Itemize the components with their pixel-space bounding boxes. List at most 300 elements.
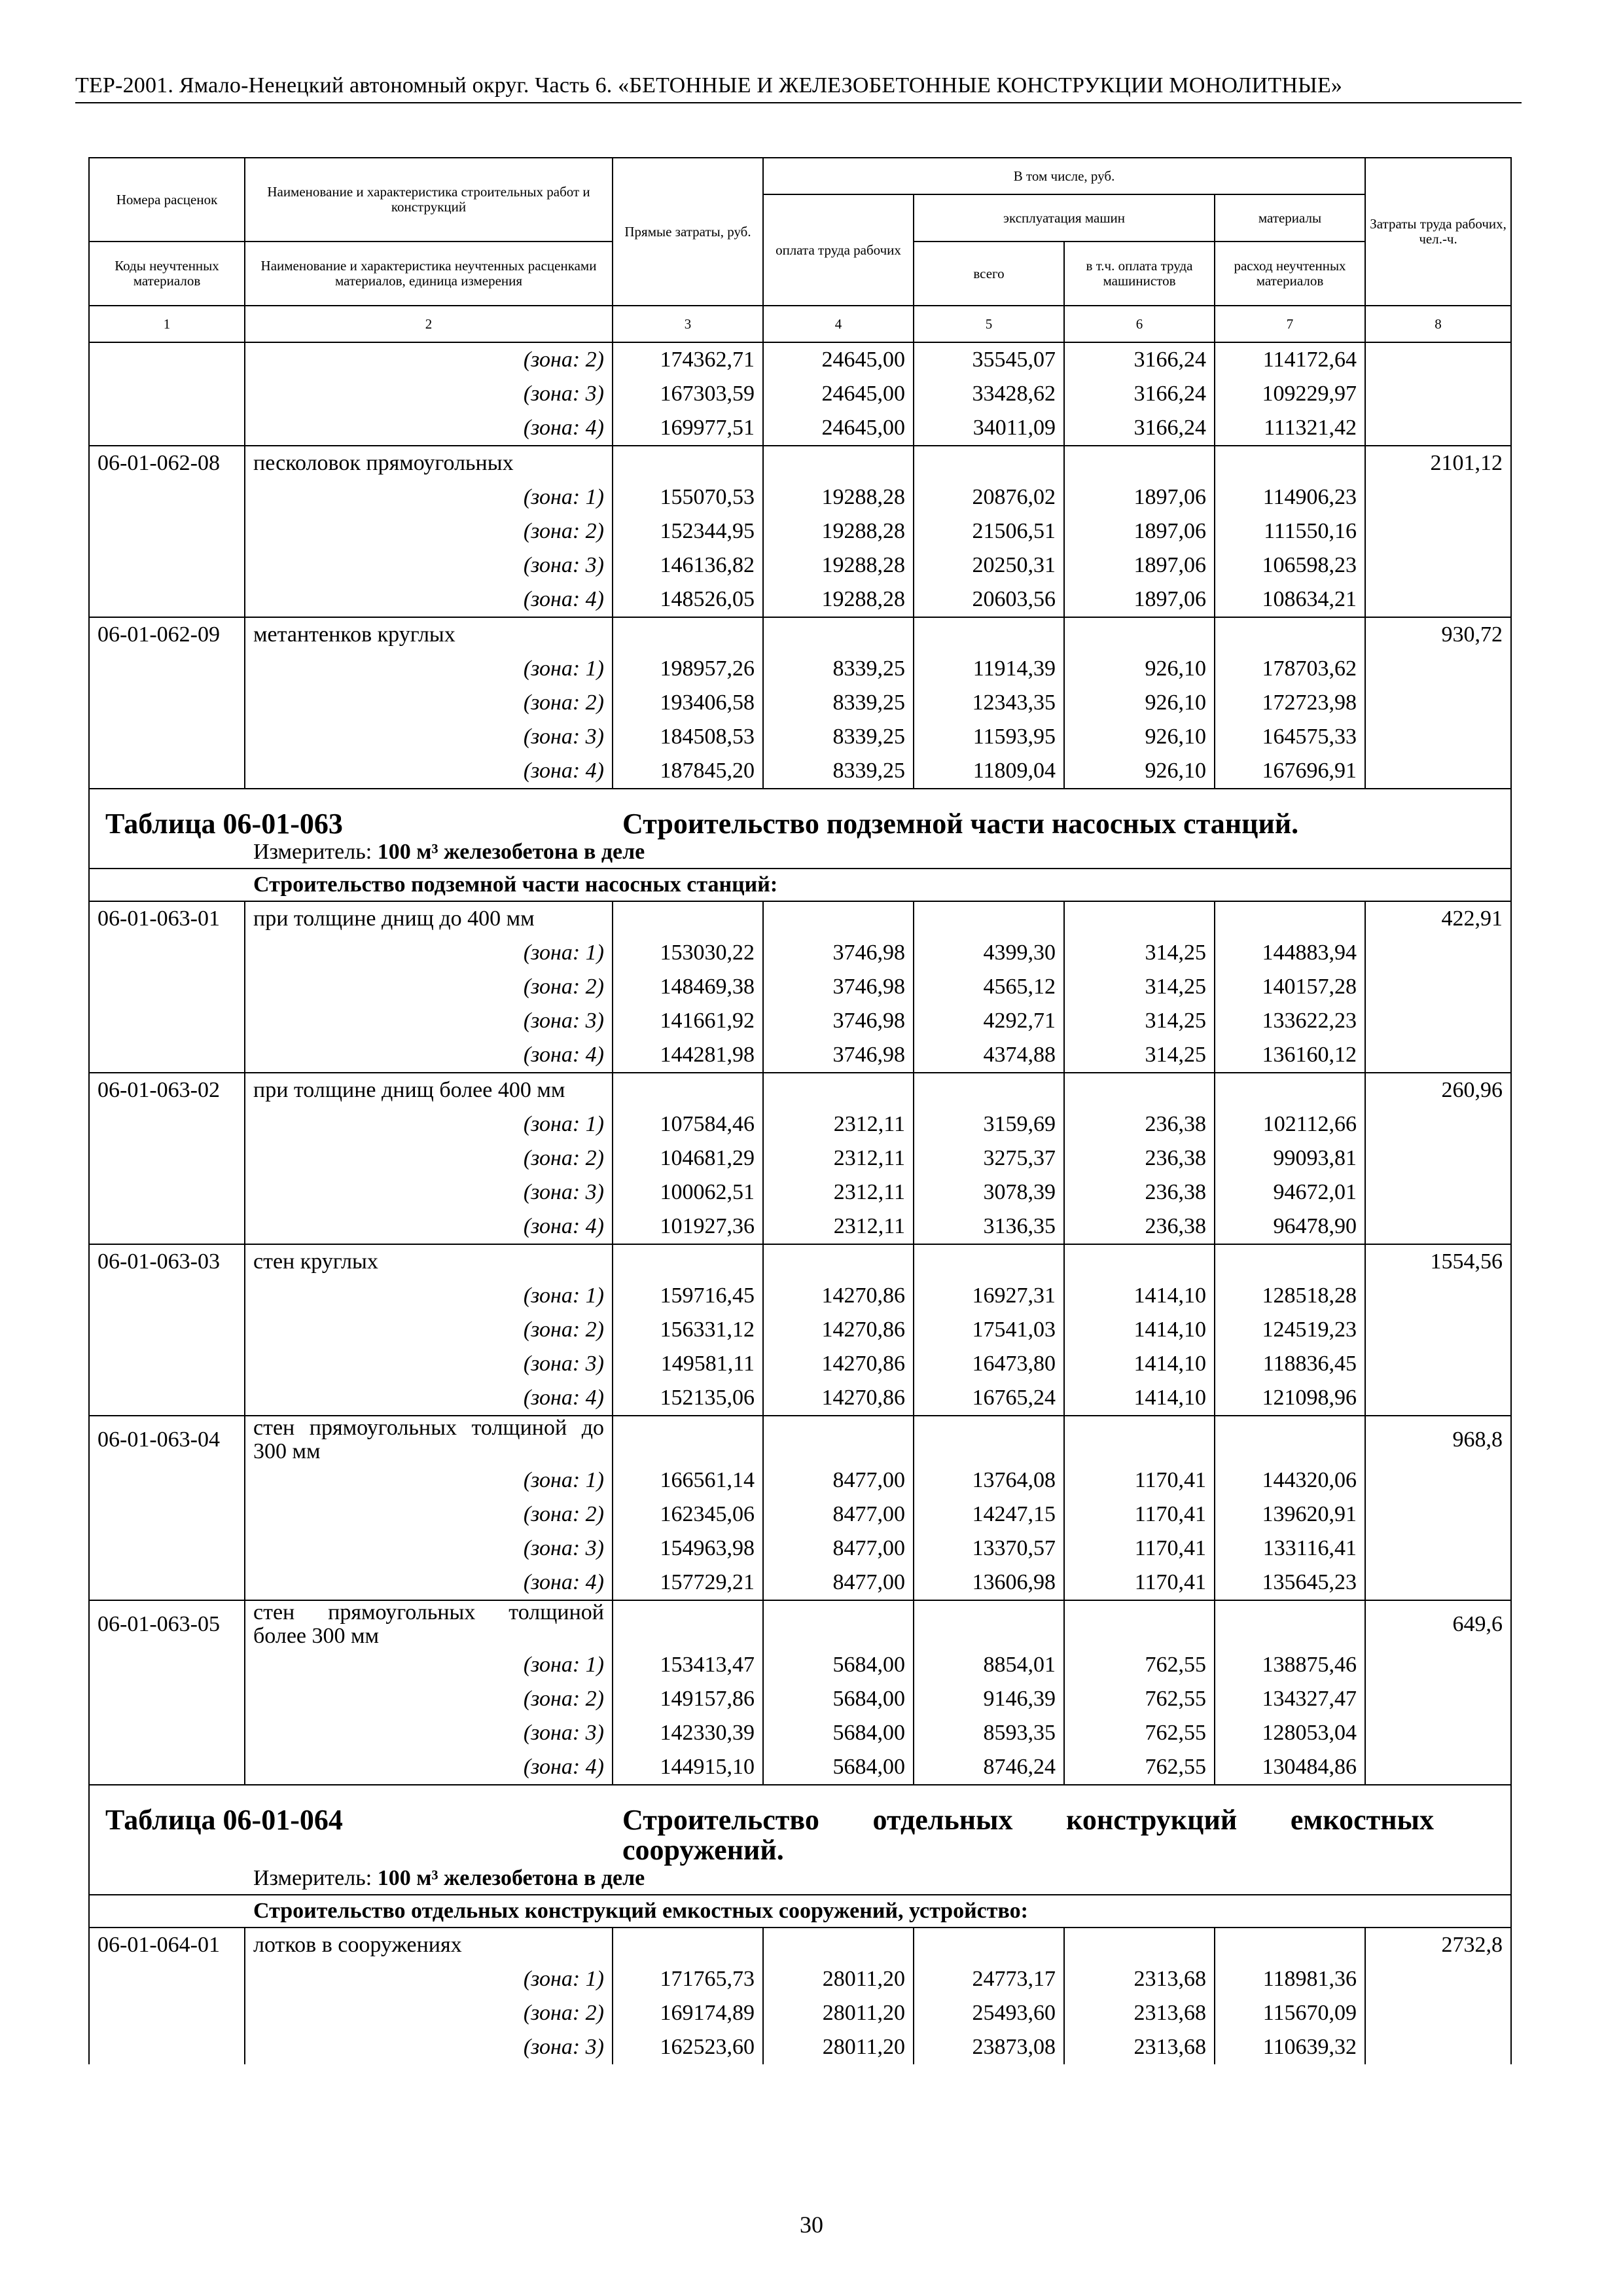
rate-item-row: [89, 1244, 1511, 1279]
direct-costs-value: 148469,38: [613, 970, 763, 1004]
machine-ops-value: 17541,03: [914, 1313, 1064, 1347]
machinists-pay-value: 762,55: [1064, 1716, 1215, 1750]
col-labor-pay: оплата труда рабочих: [763, 194, 914, 306]
zone-label: (зона: 2): [245, 970, 613, 1004]
direct-costs-value: 162345,06: [613, 1498, 763, 1532]
materials-value: 118836,45: [1215, 1347, 1365, 1381]
machinists-pay-value: 762,55: [1064, 1648, 1215, 1682]
zone-row: [89, 1381, 1511, 1416]
materials-value: 94672,01: [1215, 1175, 1365, 1210]
section-heading: Строительство отдельных конструкций емкостных сооружений, устройство:: [89, 1895, 1511, 1928]
machinists-pay-value: 3166,24: [1064, 411, 1215, 446]
zone-label: (зона: 2): [245, 1498, 613, 1532]
direct-costs-value: 171765,73: [613, 1962, 763, 1996]
labor-pay-value: 24645,00: [763, 377, 914, 411]
machine-ops-value: 35545,07: [914, 342, 1064, 377]
empty-labor-cell: [1365, 1750, 1511, 1785]
zone-label: (зона: 3): [245, 1532, 613, 1566]
empty-value-cell: [914, 1244, 1064, 1279]
materials-value: 124519,23: [1215, 1313, 1365, 1347]
rate-code: 06-01-063-05: [89, 1600, 245, 1648]
empty-code-cell: [89, 1996, 245, 2030]
rate-name: стен круглых: [245, 1244, 613, 1279]
section-row: [89, 869, 1511, 901]
labor-pay-value: 8477,00: [763, 1532, 914, 1566]
machinists-pay-value: 236,38: [1064, 1175, 1215, 1210]
zone-row: [89, 1716, 1511, 1750]
zone-row: [89, 1279, 1511, 1313]
labor-pay-value: 8477,00: [763, 1463, 914, 1498]
direct-costs-value: 142330,39: [613, 1716, 763, 1750]
zone-row: [89, 1996, 1511, 2030]
empty-code-cell: [89, 1498, 245, 1532]
empty-labor-cell: [1365, 1498, 1511, 1532]
zone-row: [89, 1347, 1511, 1381]
rate-item-row: [89, 1416, 1511, 1463]
empty-labor-cell: [1365, 1004, 1511, 1038]
machine-ops-value: 20250,31: [914, 548, 1064, 583]
empty-value-cell: [914, 901, 1064, 936]
empty-value-cell: [914, 1073, 1064, 1107]
empty-value-cell: [613, 446, 763, 480]
empty-value-cell: [613, 1416, 763, 1463]
rate-item-row: [89, 1928, 1511, 1962]
machinists-pay-value: 1170,41: [1064, 1566, 1215, 1600]
empty-value-cell: [1064, 617, 1215, 652]
machinists-pay-value: 1414,10: [1064, 1347, 1215, 1381]
materials-value: 130484,86: [1215, 1750, 1365, 1785]
direct-costs-value: 167303,59: [613, 377, 763, 411]
col-number: 1: [89, 306, 245, 342]
machine-ops-value: 25493,60: [914, 1996, 1064, 2030]
machine-ops-value: 13764,08: [914, 1463, 1064, 1498]
zone-label: (зона: 1): [245, 1279, 613, 1313]
rate-code: 06-01-063-02: [89, 1073, 245, 1107]
table-meter: [90, 1865, 1510, 1894]
machinists-pay-value: 314,25: [1064, 936, 1215, 970]
labor-pay-value: 28011,20: [763, 2030, 914, 2064]
direct-costs-value: 174362,71: [613, 342, 763, 377]
machinists-pay-value: 2313,68: [1064, 2030, 1215, 2064]
materials-value: 128053,04: [1215, 1716, 1365, 1750]
col-machine-total: всего: [914, 242, 1064, 306]
direct-costs-value: 157729,21: [613, 1566, 763, 1600]
empty-code-cell: [89, 1141, 245, 1175]
zone-label: (зона: 4): [245, 583, 613, 617]
empty-value-cell: [763, 1928, 914, 1962]
empty-code-cell: [89, 1532, 245, 1566]
materials-value: 114172,64: [1215, 342, 1365, 377]
empty-labor-cell: [1365, 1381, 1511, 1416]
machine-ops-value: 3136,35: [914, 1210, 1064, 1244]
empty-value-cell: [1215, 1416, 1365, 1463]
empty-value-cell: [1064, 1416, 1215, 1463]
machine-ops-value: 16927,31: [914, 1279, 1064, 1313]
empty-code-cell: [89, 1750, 245, 1785]
direct-costs-value: 159716,45: [613, 1279, 763, 1313]
direct-costs-value: 146136,82: [613, 548, 763, 583]
zone-row: [89, 1750, 1511, 1785]
table-title-row: [89, 789, 1511, 869]
materials-value: 109229,97: [1215, 377, 1365, 411]
labor-pay-value: 8339,25: [763, 754, 914, 789]
rate-code: 06-01-064-01: [89, 1928, 245, 1962]
rate-name: при толщине днищ более 400 мм: [245, 1073, 613, 1107]
col-name-top: Наименование и характеристика строительных работ и конструкций: [245, 158, 613, 242]
direct-costs-value: 152344,95: [613, 514, 763, 548]
machine-ops-value: 14247,15: [914, 1498, 1064, 1532]
machinists-pay-value: 1170,41: [1064, 1532, 1215, 1566]
machinists-pay-value: 236,38: [1064, 1141, 1215, 1175]
direct-costs-value: 153413,47: [613, 1648, 763, 1682]
empty-value-cell: [914, 1416, 1064, 1463]
materials-value: 115670,09: [1215, 1996, 1365, 2030]
machinists-pay-value: 2313,68: [1064, 1996, 1215, 2030]
empty-value-cell: [1064, 1073, 1215, 1107]
col-labor-hours: Затраты труда рабочих, чел.-ч.: [1365, 158, 1511, 306]
materials-value: 128518,28: [1215, 1279, 1365, 1313]
labor-hours-value: 2732,8: [1365, 1928, 1511, 1962]
machine-ops-value: 13370,57: [914, 1532, 1064, 1566]
rate-code: 06-01-062-08: [89, 446, 245, 480]
zone-label: (зона: 3): [245, 1004, 613, 1038]
machinists-pay-value: 1170,41: [1064, 1463, 1215, 1498]
empty-value-cell: [1215, 1928, 1365, 1962]
empty-labor-cell: [1365, 514, 1511, 548]
empty-value-cell: [1215, 446, 1365, 480]
empty-code-cell: [89, 1463, 245, 1498]
empty-value-cell: [613, 901, 763, 936]
zone-row: [89, 1463, 1511, 1498]
labor-hours-value: 260,96: [1365, 1073, 1511, 1107]
empty-value-cell: [613, 617, 763, 652]
rate-item-row: [89, 617, 1511, 652]
direct-costs-value: 148526,05: [613, 583, 763, 617]
machine-ops-value: 21506,51: [914, 514, 1064, 548]
col-number: 7: [1215, 306, 1365, 342]
materials-value: 108634,21: [1215, 583, 1365, 617]
direct-costs-value: 162523,60: [613, 2030, 763, 2064]
table-meter: [90, 839, 1510, 868]
machine-ops-value: 3275,37: [914, 1141, 1064, 1175]
empty-value-cell: [613, 1073, 763, 1107]
labor-pay-value: 8339,25: [763, 720, 914, 754]
zone-row: [89, 1566, 1511, 1600]
direct-costs-value: 152135,06: [613, 1381, 763, 1416]
labor-pay-value: 5684,00: [763, 1716, 914, 1750]
zone-label: (зона: 3): [245, 1716, 613, 1750]
machinists-pay-value: 1897,06: [1064, 583, 1215, 617]
zone-label: (зона: 3): [245, 1175, 613, 1210]
machinists-pay-value: 2313,68: [1064, 1962, 1215, 1996]
machinists-pay-value: 1414,10: [1064, 1279, 1215, 1313]
materials-value: 111321,42: [1215, 411, 1365, 446]
materials-value: 121098,96: [1215, 1381, 1365, 1416]
zone-label: (зона: 4): [245, 1566, 613, 1600]
empty-labor-cell: [1365, 1141, 1511, 1175]
labor-hours-value: 2101,12: [1365, 446, 1511, 480]
zone-label: (зона: 2): [245, 1682, 613, 1716]
direct-costs-value: 153030,22: [613, 936, 763, 970]
labor-pay-value: 8339,25: [763, 686, 914, 720]
machinists-pay-value: 1414,10: [1064, 1313, 1215, 1347]
col-direct-costs: Прямые затраты, руб.: [613, 158, 763, 306]
direct-costs-value: 107584,46: [613, 1107, 763, 1141]
materials-value: 172723,98: [1215, 686, 1365, 720]
zone-label: (зона: 2): [245, 1141, 613, 1175]
materials-value: 138875,46: [1215, 1648, 1365, 1682]
empty-code-cell: [89, 377, 245, 411]
empty-value-cell: [1215, 901, 1365, 936]
machinists-pay-value: 926,10: [1064, 754, 1215, 789]
empty-code-cell: [89, 1210, 245, 1244]
zone-row: [89, 377, 1511, 411]
empty-value-cell: [763, 1244, 914, 1279]
empty-code-cell: [89, 548, 245, 583]
table-title-cell: [89, 789, 1511, 869]
zone-row: [89, 342, 1511, 377]
meter-unit: 100 м³ железобетона в деле: [377, 840, 645, 864]
direct-costs-value: 169977,51: [613, 411, 763, 446]
empty-code-cell: [89, 411, 245, 446]
empty-code-cell: [89, 1004, 245, 1038]
materials-value: 114906,23: [1215, 480, 1365, 514]
zone-row: [89, 1175, 1511, 1210]
machinists-pay-value: 1897,06: [1064, 548, 1215, 583]
table-title: Строительство подземной части насосных станций.: [622, 808, 1299, 840]
machine-ops-value: 4292,71: [914, 1004, 1064, 1038]
zone-label: (зона: 1): [245, 936, 613, 970]
machine-ops-value: 8746,24: [914, 1750, 1064, 1785]
column-numbers-row: [89, 306, 1511, 342]
table-heading: [90, 789, 1510, 839]
empty-labor-cell: [1365, 377, 1511, 411]
materials-value: 135645,23: [1215, 1566, 1365, 1600]
col-number: 3: [613, 306, 763, 342]
machinists-pay-value: 314,25: [1064, 970, 1215, 1004]
empty-labor-cell: [1365, 342, 1511, 377]
empty-value-cell: [914, 1928, 1064, 1962]
machine-ops-value: 8593,35: [914, 1716, 1064, 1750]
labor-pay-value: 5684,00: [763, 1648, 914, 1682]
empty-value-cell: [763, 1416, 914, 1463]
zone-label: (зона: 1): [245, 652, 613, 686]
direct-costs-value: 193406,58: [613, 686, 763, 720]
direct-costs-value: 104681,29: [613, 1141, 763, 1175]
materials-value: 164575,33: [1215, 720, 1365, 754]
col-including: В том числе, руб.: [763, 158, 1365, 194]
labor-pay-value: 19288,28: [763, 548, 914, 583]
empty-labor-cell: [1365, 1210, 1511, 1244]
empty-labor-cell: [1365, 1038, 1511, 1073]
labor-pay-value: 28011,20: [763, 1962, 914, 1996]
empty-value-cell: [613, 1928, 763, 1962]
empty-code-cell: [89, 1107, 245, 1141]
zone-row: [89, 754, 1511, 789]
zone-row: [89, 1648, 1511, 1682]
table-title-cell: [89, 1785, 1511, 1895]
direct-costs-value: 156331,12: [613, 1313, 763, 1347]
empty-code-cell: [89, 1566, 245, 1600]
empty-code-cell: [89, 1279, 245, 1313]
empty-labor-cell: [1365, 1566, 1511, 1600]
zone-row: [89, 720, 1511, 754]
zone-row: [89, 1141, 1511, 1175]
empty-labor-cell: [1365, 1716, 1511, 1750]
empty-value-cell: [763, 1600, 914, 1648]
materials-value: 111550,16: [1215, 514, 1365, 548]
table-heading: [90, 1785, 1510, 1865]
machinists-pay-value: 3166,24: [1064, 342, 1215, 377]
empty-labor-cell: [1365, 1313, 1511, 1347]
labor-pay-value: 14270,86: [763, 1279, 914, 1313]
machine-ops-value: 4399,30: [914, 936, 1064, 970]
machine-ops-value: 24773,17: [914, 1962, 1064, 1996]
zone-label: (зона: 2): [245, 342, 613, 377]
direct-costs-value: 149581,11: [613, 1347, 763, 1381]
machine-ops-value: 4374,88: [914, 1038, 1064, 1073]
machinists-pay-value: 1897,06: [1064, 514, 1215, 548]
labor-pay-value: 24645,00: [763, 342, 914, 377]
rate-item-row: [89, 446, 1511, 480]
empty-value-cell: [763, 617, 914, 652]
materials-value: 144320,06: [1215, 1463, 1365, 1498]
machine-ops-value: 20876,02: [914, 480, 1064, 514]
rate-name: лотков в сооружениях: [245, 1928, 613, 1962]
labor-pay-value: 14270,86: [763, 1313, 914, 1347]
empty-value-cell: [1215, 1600, 1365, 1648]
empty-code-cell: [89, 686, 245, 720]
empty-value-cell: [1064, 1600, 1215, 1648]
zone-row: [89, 1004, 1511, 1038]
labor-pay-value: 14270,86: [763, 1347, 914, 1381]
empty-code-cell: [89, 1962, 245, 1996]
rate-name: при толщине днищ до 400 мм: [245, 901, 613, 936]
direct-costs-value: 149157,86: [613, 1682, 763, 1716]
zone-label: (зона: 1): [245, 480, 613, 514]
machinists-pay-value: 926,10: [1064, 652, 1215, 686]
machine-ops-value: 11593,95: [914, 720, 1064, 754]
zone-label: (зона: 4): [245, 754, 613, 789]
zone-row: [89, 480, 1511, 514]
empty-value-cell: [914, 446, 1064, 480]
col-number: 6: [1064, 306, 1215, 342]
labor-pay-value: 5684,00: [763, 1750, 914, 1785]
labor-pay-value: 28011,20: [763, 1996, 914, 2030]
table-title: Строительство отдельных конструкций емкостных сооружений.: [622, 1804, 1434, 1866]
col-number: 5: [914, 306, 1064, 342]
rate-code: 06-01-063-04: [89, 1416, 245, 1463]
machinists-pay-value: 762,55: [1064, 1682, 1215, 1716]
direct-costs-value: 100062,51: [613, 1175, 763, 1210]
labor-pay-value: 3746,98: [763, 1038, 914, 1073]
col-code-top: Номера расценок: [89, 158, 245, 242]
empty-code-cell: [89, 342, 245, 377]
empty-value-cell: [763, 1073, 914, 1107]
empty-code-cell: [89, 1038, 245, 1073]
empty-labor-cell: [1365, 652, 1511, 686]
machine-ops-value: 3159,69: [914, 1107, 1064, 1141]
direct-costs-value: 155070,53: [613, 480, 763, 514]
labor-pay-value: 8339,25: [763, 652, 914, 686]
empty-labor-cell: [1365, 1347, 1511, 1381]
empty-code-cell: [89, 583, 245, 617]
labor-pay-value: 3746,98: [763, 970, 914, 1004]
machine-ops-value: 4565,12: [914, 970, 1064, 1004]
empty-labor-cell: [1365, 970, 1511, 1004]
col-machinists: в т.ч. оплата труда машинистов: [1064, 242, 1215, 306]
labor-pay-value: 2312,11: [763, 1141, 914, 1175]
empty-value-cell: [763, 901, 914, 936]
machine-ops-value: 23873,08: [914, 2030, 1064, 2064]
machine-ops-value: 16473,80: [914, 1347, 1064, 1381]
machine-ops-value: 11809,04: [914, 754, 1064, 789]
rate-code: 06-01-063-03: [89, 1244, 245, 1279]
empty-code-cell: [89, 1175, 245, 1210]
zone-row: [89, 1313, 1511, 1347]
col-code-bottom: Коды неучтенных материалов: [89, 242, 245, 306]
zone-label: (зона: 3): [245, 548, 613, 583]
machinists-pay-value: 762,55: [1064, 1750, 1215, 1785]
machinists-pay-value: 314,25: [1064, 1004, 1215, 1038]
direct-costs-value: 187845,20: [613, 754, 763, 789]
rate-name: метантенков круглых: [245, 617, 613, 652]
empty-labor-cell: [1365, 1463, 1511, 1498]
zone-row: [89, 2030, 1511, 2064]
zone-label: (зона: 4): [245, 1381, 613, 1416]
direct-costs-value: 144281,98: [613, 1038, 763, 1073]
zone-row: [89, 411, 1511, 446]
empty-value-cell: [1215, 617, 1365, 652]
zone-label: (зона: 4): [245, 411, 613, 446]
machinists-pay-value: 1414,10: [1064, 1381, 1215, 1416]
empty-code-cell: [89, 1648, 245, 1682]
col-number: 8: [1365, 306, 1511, 342]
page-header: ТЕР-2001. Ямало-Ненецкий автономный округ. Часть 6. «БЕТОННЫЕ И ЖЕЛЕЗОБЕТОННЫЕ КОНСТРУКЦИИ МОНОЛИТНЫЕ»: [75, 73, 1522, 103]
machine-ops-value: 12343,35: [914, 686, 1064, 720]
machine-ops-value: 34011,09: [914, 411, 1064, 446]
empty-labor-cell: [1365, 936, 1511, 970]
meter-unit: 100 м³ железобетона в деле: [377, 1866, 645, 1890]
empty-code-cell: [89, 1716, 245, 1750]
labor-pay-value: 19288,28: [763, 514, 914, 548]
machinists-pay-value: 314,25: [1064, 1038, 1215, 1073]
materials-value: 140157,28: [1215, 970, 1365, 1004]
col-number: 2: [245, 306, 613, 342]
empty-labor-cell: [1365, 2030, 1511, 2064]
section-row: [89, 1895, 1511, 1928]
machine-ops-value: 9146,39: [914, 1682, 1064, 1716]
empty-value-cell: [1064, 1928, 1215, 1962]
empty-labor-cell: [1365, 1996, 1511, 2030]
direct-costs-value: 141661,92: [613, 1004, 763, 1038]
zone-row: [89, 583, 1511, 617]
materials-value: 133622,23: [1215, 1004, 1365, 1038]
labor-hours-value: 968,8: [1365, 1416, 1511, 1463]
labor-pay-value: 19288,28: [763, 480, 914, 514]
empty-labor-cell: [1365, 480, 1511, 514]
labor-pay-value: 3746,98: [763, 936, 914, 970]
empty-code-cell: [89, 1682, 245, 1716]
col-name-bottom: Наименование и характеристика неучтенных расценками материалов, единица измерения: [245, 242, 613, 306]
col-machine-ops: эксплуатация машин: [914, 194, 1215, 242]
empty-value-cell: [914, 1600, 1064, 1648]
machine-ops-value: 11914,39: [914, 652, 1064, 686]
empty-labor-cell: [1365, 754, 1511, 789]
materials-value: 118981,36: [1215, 1962, 1365, 1996]
labor-pay-value: 24645,00: [763, 411, 914, 446]
empty-labor-cell: [1365, 1648, 1511, 1682]
